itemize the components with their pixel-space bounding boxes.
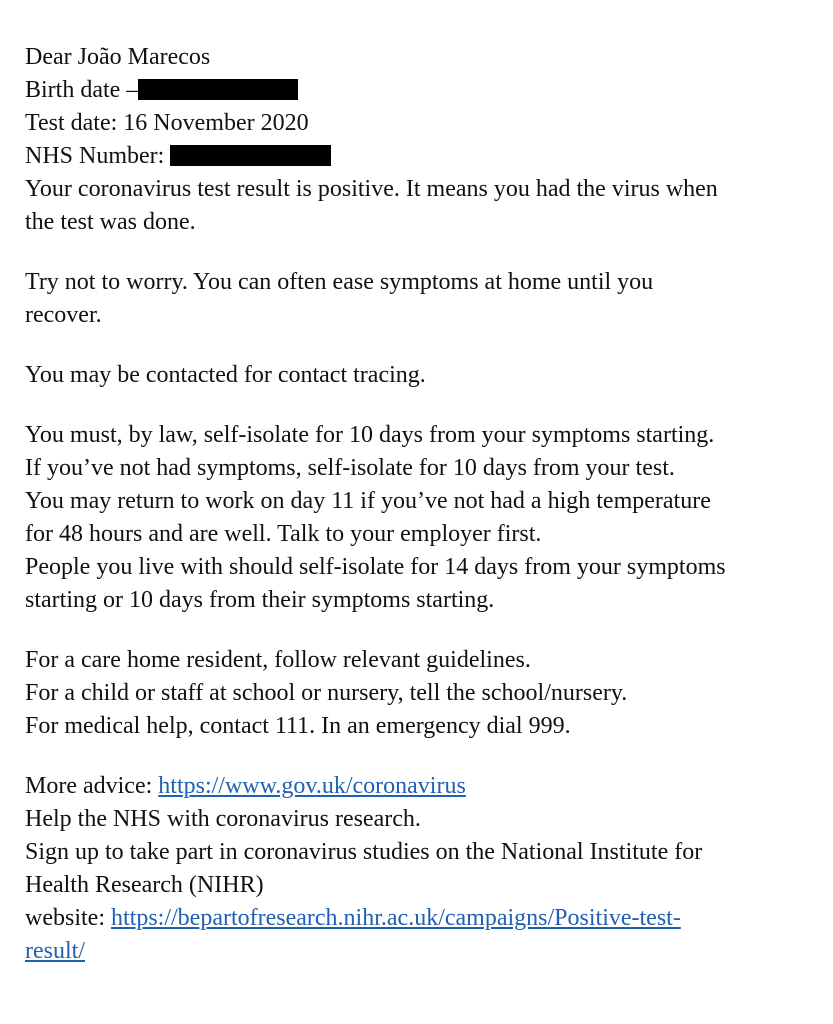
paragraph-gap — [25, 332, 815, 359]
nhs-number-redaction — [170, 145, 331, 166]
research-website-link[interactable]: https://bepartofresearch.nihr.ac.uk/campaigns/Positive-test- — [110, 905, 681, 931]
greeting: Dear João Marecos — [25, 44, 211, 70]
paragraph-gap — [25, 239, 815, 266]
result-line-1: Your coronavirus test result is positive. It means you had the virus when — [25, 176, 718, 202]
nhs-number-label: NHS Number: — [25, 143, 165, 169]
isolation-line-6: starting or 10 days from their symptoms starting. — [25, 587, 495, 613]
signup-line-2: Health Research (NIHR) — [25, 872, 264, 898]
website-line — [25, 902, 815, 935]
research-website-link-continued[interactable]: result/ — [25, 938, 85, 964]
birth-date-redaction — [138, 79, 298, 100]
isolation-line-2: If you’ve not had symptoms, self-isolate for 10 days from your test. — [25, 455, 675, 481]
worry-line-1: Try not to worry. You can often ease symptoms at home until you — [25, 269, 654, 295]
advice-link[interactable]: https://www.gov.uk/coronavirus — [158, 773, 466, 799]
website-label: website: — [25, 905, 111, 931]
tracing-line: You may be contacted for contact tracing. — [25, 362, 426, 388]
research-help: Help the NHS with coronavirus research. — [25, 806, 421, 832]
nhs-number-line — [25, 140, 815, 173]
paragraph-gap — [25, 617, 815, 644]
letter-body — [25, 41, 815, 968]
paragraph-gap — [25, 392, 815, 419]
isolation-line-5: People you live with should self-isolate for 14 days from your symptoms — [25, 554, 726, 580]
isolation-line-1: You must, by law, self-isolate for 10 days from your symptoms starting. — [25, 422, 715, 448]
birth-date-line — [25, 74, 815, 107]
test-date: Test date: 16 November 2020 — [25, 110, 309, 136]
paragraph-gap — [25, 743, 815, 770]
isolation-line-4: for 48 hours and are well. Talk to your employer first. — [25, 521, 542, 547]
birth-date-label: Birth date – — [25, 77, 139, 103]
guidance-line-3: For medical help, contact 111. In an emergency dial 999. — [25, 713, 571, 739]
guidance-line-1: For a care home resident, follow relevant guidelines. — [25, 647, 531, 673]
advice-label: More advice: — [25, 773, 159, 799]
signup-line-1: Sign up to take part in coronavirus studies on the National Institute for — [25, 839, 703, 865]
result-line-2: the test was done. — [25, 209, 196, 235]
guidance-line-2: For a child or staff at school or nursery, tell the school/nursery. — [25, 680, 628, 706]
isolation-line-3: You may return to work on day 11 if you’ve not had a high temperature — [25, 488, 711, 514]
advice-line — [25, 770, 815, 803]
worry-line-2: recover. — [25, 302, 102, 328]
